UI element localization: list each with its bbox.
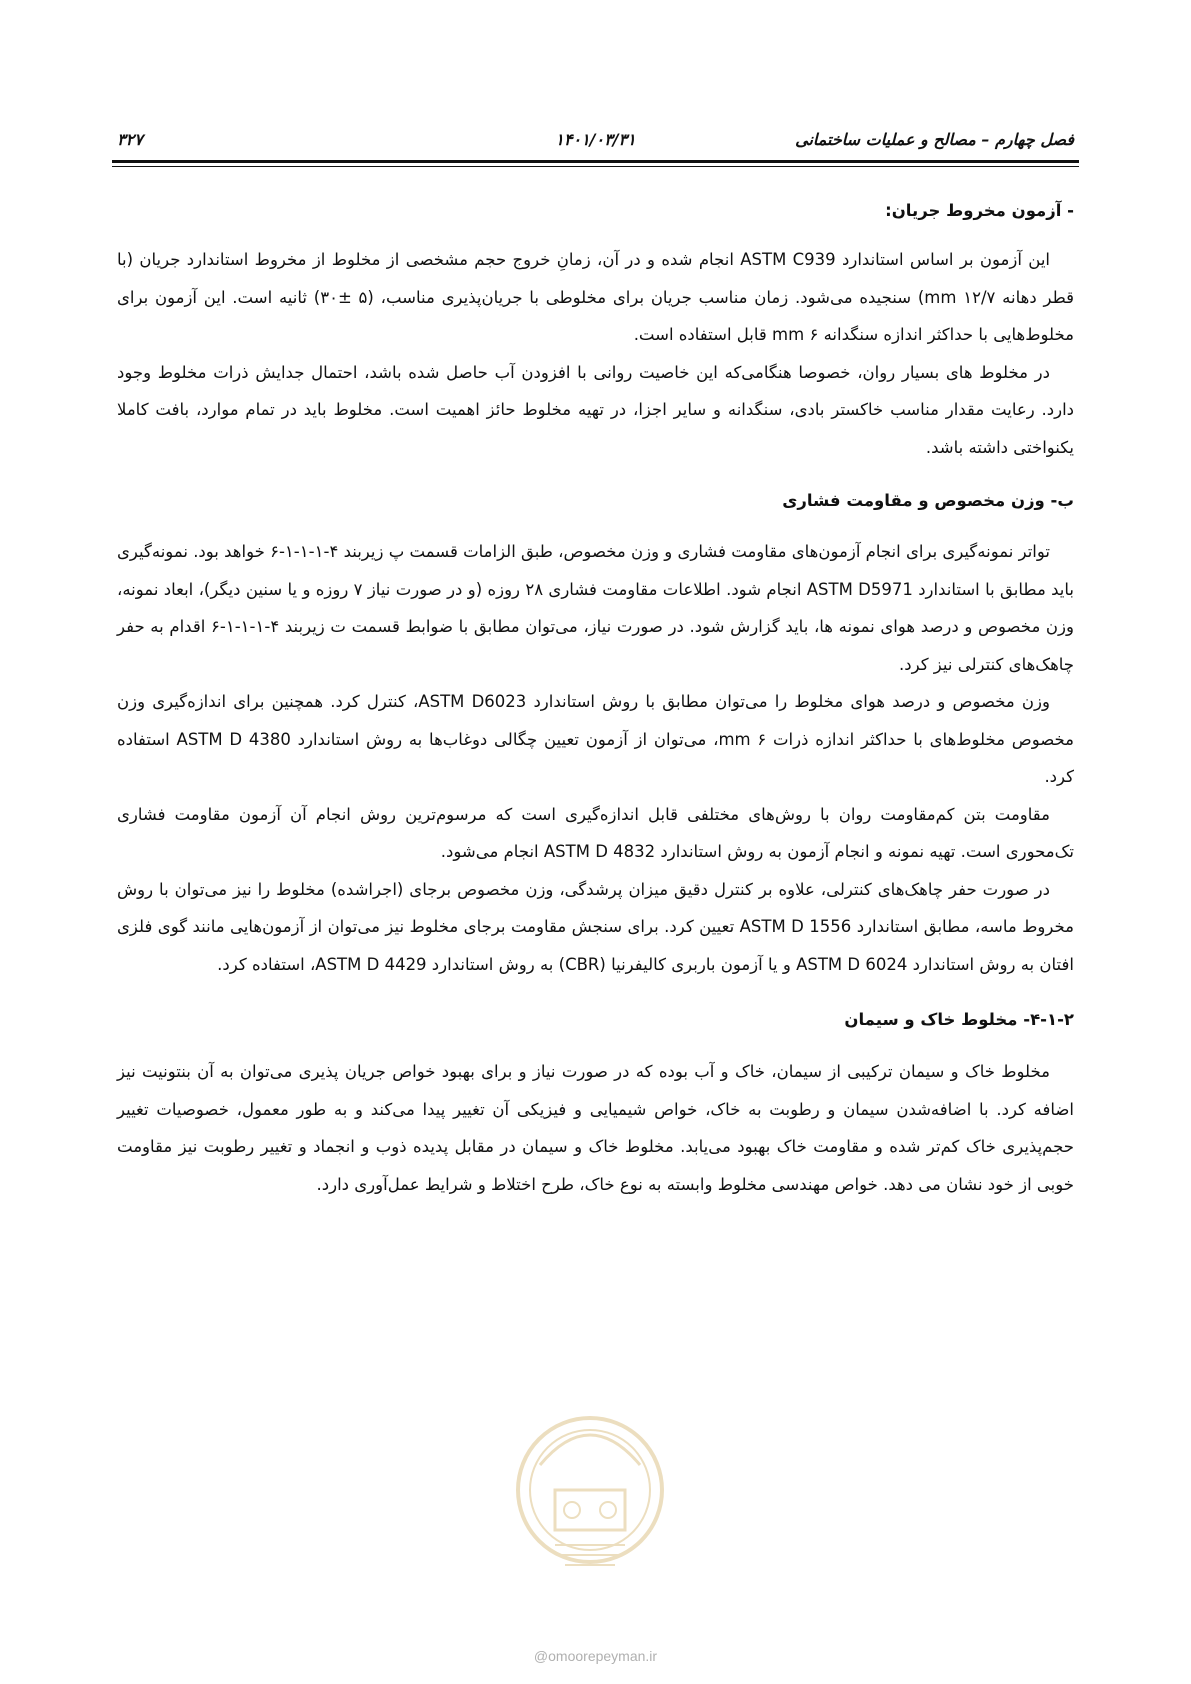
header-rule-thick <box>112 160 1079 163</box>
paragraph: مخلوط خاک و سیمان ترکیبی از سیمان، خاک و آب بوده که در صورت نیاز و برای بهبود خواص جریان پذیری می‌توان به آن بنتونیت نیز اضافه کرد. با اضافه‌شدن سیمان و رطوبت به خاک، خواص شیمیایی و فیزیکی آن تغییر پیدا می‌کند و به طور معمول، خصوصیات تغییر حجم‌پذیری خاک کم‌تر شده و مقاومت خاک بهبود می‌یابد. مخلوط خاک و سیمان در مقابل پدیده ذوب و انجماد و تغییر رطوبت نیز مقاومت خوبی از خود نشان می دهد. خواص مهندسی مخلوط وابسته به نوع خاک، طرح اختلاط و شرایط عمل‌آوری دارد. <box>117 1062 1074 1194</box>
paragraph: مقاومت بتن کم‌مقاومت روان با روش‌های مختلفی قابل اندازه‌گیری است که مرسوم‌ترین روش انجام آن آزمون مقاومت فشاری تک‌محوری است. تهیه نمونه و انجام آزمون به روش استاندارد ASTM D 4832 انجام می‌شود. <box>117 804 1074 861</box>
watermark-url: @omoorepeyman.ir <box>533 1648 658 1664</box>
paragraph: این آزمون بر اساس استاندارد ASTM C939 انجام شده و در آن، زمانِ خروج حجم مشخصی از مخلوط از مخروط استاندارد جریان (با قطر دهانه ۱۲/۷ mm) سنجیده می‌شود. زمان مناسب جریان برای مخلوطی با جریان‌پذیری مناسب، (۵ ±۳۰) ثانیه است. این آزمون برای مخلوط‌هایی با حداکثر اندازه سنگدانه ۶ mm قابل استفاده است. <box>117 250 1074 344</box>
page-number: ۳۲۷ <box>117 130 143 149</box>
header-rule-thin <box>112 166 1079 167</box>
section-title-soil-cement: ۴-۱-۲- مخلوط خاک و سیمان <box>844 1010 1074 1029</box>
header-date: ۱۴۰۱/۰۳/۳۱ <box>555 130 636 149</box>
paragraph: تواتر نمونه‌گیری برای انجام آزمون‌های مقاومت فشاری و وزن مخصوص، طبق الزامات قسمت پ زیربند ۴-۱-۱-۱-۶ خواهد بود. نمونه‌گیری باید مطابق با استاندارد ASTM D5971 انجام شود. اطلاعات مقاومت فشاری ۲۸ روزه (و در صورت نیاز ۷ روزه و یا سنین دیگر)، ابعاد نمونه، وزن مخصوص و درصد هوای نمونه ها، باید گزارش شود. در صورت نیاز، می‌توان مطابق با ضوابط قسمت ت زیربند ۴-۱-۱-۱-۶ اقدام به حفر چاهک‌های کنترلی نیز کرد. <box>117 542 1075 674</box>
page-content <box>117 196 1074 1203</box>
paragraph: وزن مخصوص و درصد هوای مخلوط را می‌توان مطابق با روش استاندارد ASTM D6023، کنترل کرد. همچنین برای اندازه‌گیری وزن مخصوص مخلوط‌های با حداکثر اندازه ذرات ۶ mm، می‌توان از آزمون تعیین چگالی دوغاب‌ها به روش استاندارد ASTM D 4380 استفاده کرد. <box>117 692 1075 786</box>
chapter-title: فصل چهارم – مصالح و عملیات ساختمانی <box>795 130 1074 149</box>
page-header <box>117 130 1074 152</box>
paragraph: در مخلوط های بسیار روان، خصوصا هنگامی‌که این خاصیت روانی با افزودن آب حاصل شده باشد، احتمال جدایش ذرات مخلوط وجود دارد. رعایت مقدار مناسب خاکستر بادی، سنگدانه و سایر اجزا، در تهیه مخلوط حائز اهمیت است. مخلوط باید در تمام موارد، بافت کاملا یکنواختی داشته باشد. <box>117 362 1074 457</box>
paragraph: در صورت حفر چاهک‌های کنترلی، علاوه بر کنترل دقیق میزان پرشدگی، وزن مخصوص برجای (اجراشده) مخلوط را نیز می‌توان با روش مخروط ماسه، مطابق استاندارد ASTM D 1556 تعیین کرد. برای سنجش مقاومت برجای مخلوط نیز می‌توان از آزمون‌هایی مانند گوی فلزی افتان به روش استاندارد ASTM D 6024 و یا آزمون باربری کالیفرنیا (CBR) به روش استاندارد ASTM D 4429، استفاده کرد. <box>117 879 1074 974</box>
seal-icon <box>510 1395 670 1595</box>
section-title-density-strength: ب- وزن مخصوص و مقاومت فشاری <box>782 491 1074 510</box>
section-title-flow-cone: - آزمون مخروط جریان: <box>885 201 1074 220</box>
